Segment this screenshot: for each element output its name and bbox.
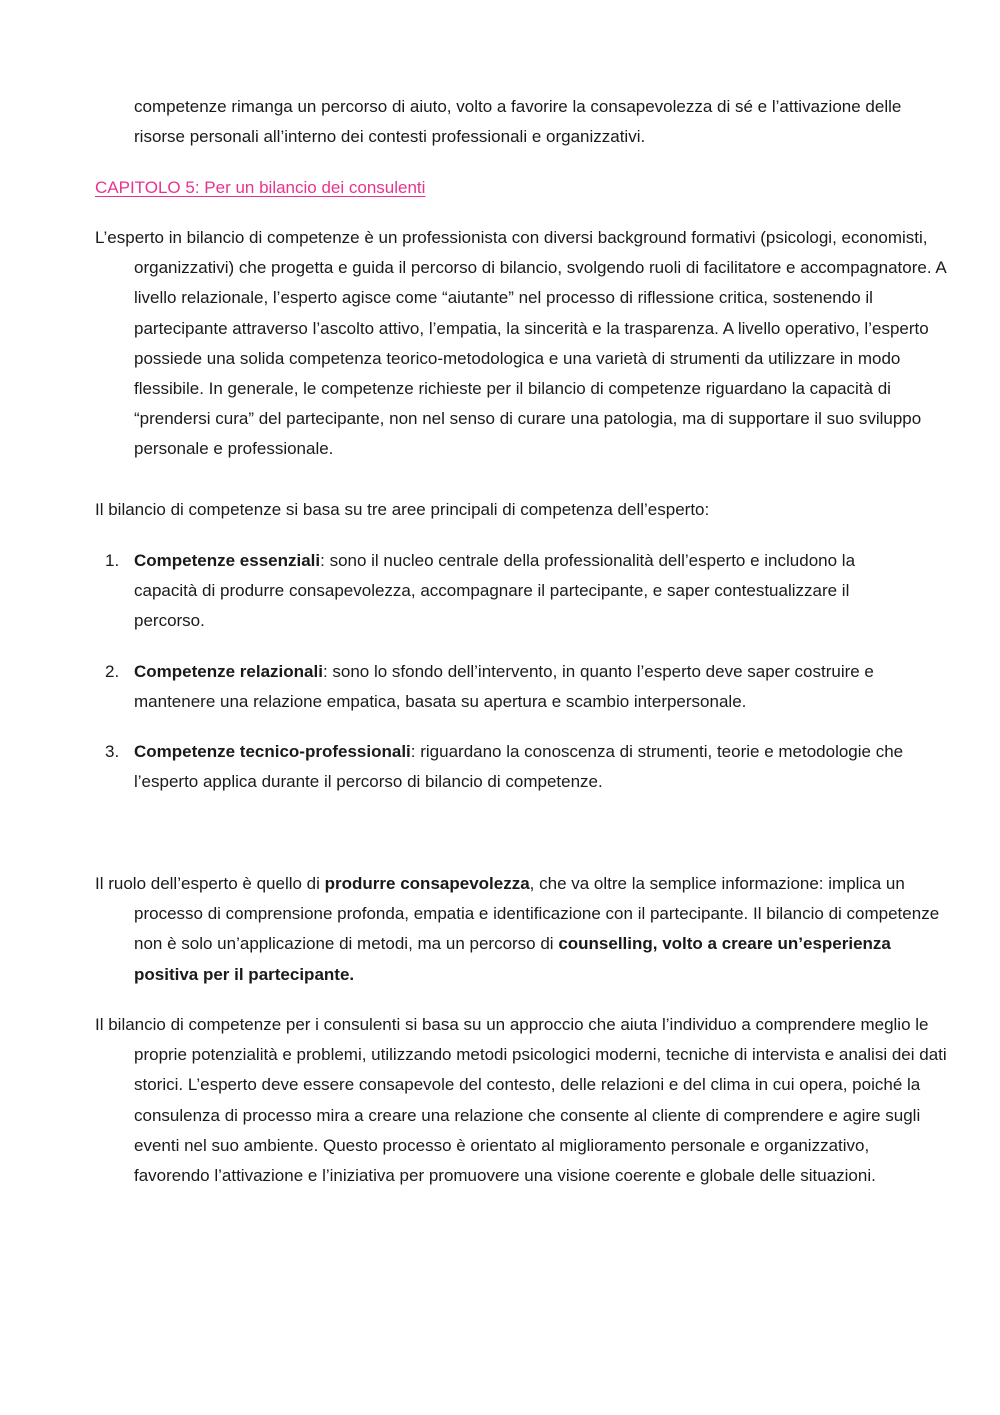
role-paragraph (95, 869, 949, 990)
list-item (95, 657, 910, 717)
list-item (95, 546, 910, 637)
list-item (95, 737, 910, 797)
list-number: 1. (105, 551, 120, 570)
list-description: : sono il nucleo centrale della professionalità dell’esperto e includono la capacità di produrre consapevolezza, accompagnare il partecipante, e saper contestualizzare il percorso. (134, 551, 856, 631)
expert-paragraph: L’esperto in bilancio di competenze è un professionista con diversi background formativi (psicologi, economisti, organizzativi) che progetta e guida il percorso di bilancio, svolgendo ruoli di facilitatore e accompagnatore. A livello relazionale, l’esperto agisce come “aiutante” nel processo di riflessione critica, sostenendo il partecipante attraverso l’ascolto attivo, l’empatia, la sincerità e la trasparenza. A livello operativo, l’esperto possiede una solida competenza teorico-metodologica e una varietà di strumenti da utilizzare in modo flessibile. In generale, le competenze richieste per il bilancio di competenze riguardano la capacità di “prendersi cura” del partecipante, non nel senso di curare una patologia, ma di supportare il suo sviluppo personale e professionale. (95, 228, 946, 459)
list-number: 2. (105, 662, 120, 681)
list-description: : sono lo sfondo dell’intervento, in quanto l’esperto deve saper costruire e mantenere una relazione empatica, basata su apertura e scambio interpersonale. (134, 662, 874, 712)
intro-continuation-paragraph: competenze rimanga un percorso di aiuto, volto a favorire la consapevolezza di sé e l’attivazione delle risorse personali all’interno dei contesti professionali e organizzativi. (134, 97, 902, 147)
list-number: 3. (105, 742, 120, 761)
list-intro-paragraph: Il bilancio di competenze si basa su tre aree principali di competenza dell’esperto: (95, 500, 710, 519)
consultants-paragraph: Il bilancio di competenze per i consulenti si basa su un approccio che aiuta l’individuo a comprendere meglio le proprie potenzialità e problemi, utilizzando metodi psicologici moderni, tecniche di intervista e analisi dei dati storici. L’esperto deve essere consapevole del contesto, delle relazioni e del clima in cui opera, poiché la consulenza di processo mira a creare una relazione che consente al cliente di comprendere e agire sugli eventi nel suo ambiente. Questo processo è orientato al miglioramento personale e organizzativo, favorendo l’attivazione e l’iniziativa per promuovere una visione coerente e globale delle situazioni. (95, 1015, 947, 1186)
chapter-heading: CAPITOLO 5: Per un bilancio dei consulenti (95, 178, 426, 197)
role-bold-2: counselling, volto a creare un’esperienza positiva per il partecipante. (134, 934, 891, 984)
list-description: : riguardano la conoscenza di strumenti, teorie e metodologie che l’esperto applica durante il percorso di bilancio di competenze. (134, 742, 904, 792)
role-text-2: , che va oltre la semplice informazione: implica un processo di comprensione profonda, empatia e identificazione con il partecipante. Il bilancio di competenze non è solo un’applicazione di metodi, ma un percorso di (134, 874, 940, 954)
role-bold-1: produrre consapevolezza (324, 874, 530, 893)
list-term: Competenze relazionali (134, 662, 323, 681)
role-text-1: Il ruolo dell’esperto è quello di (95, 874, 325, 893)
list-term: Competenze tecnico-professionali (134, 742, 411, 761)
list-term: Competenze essenziali (134, 551, 321, 570)
